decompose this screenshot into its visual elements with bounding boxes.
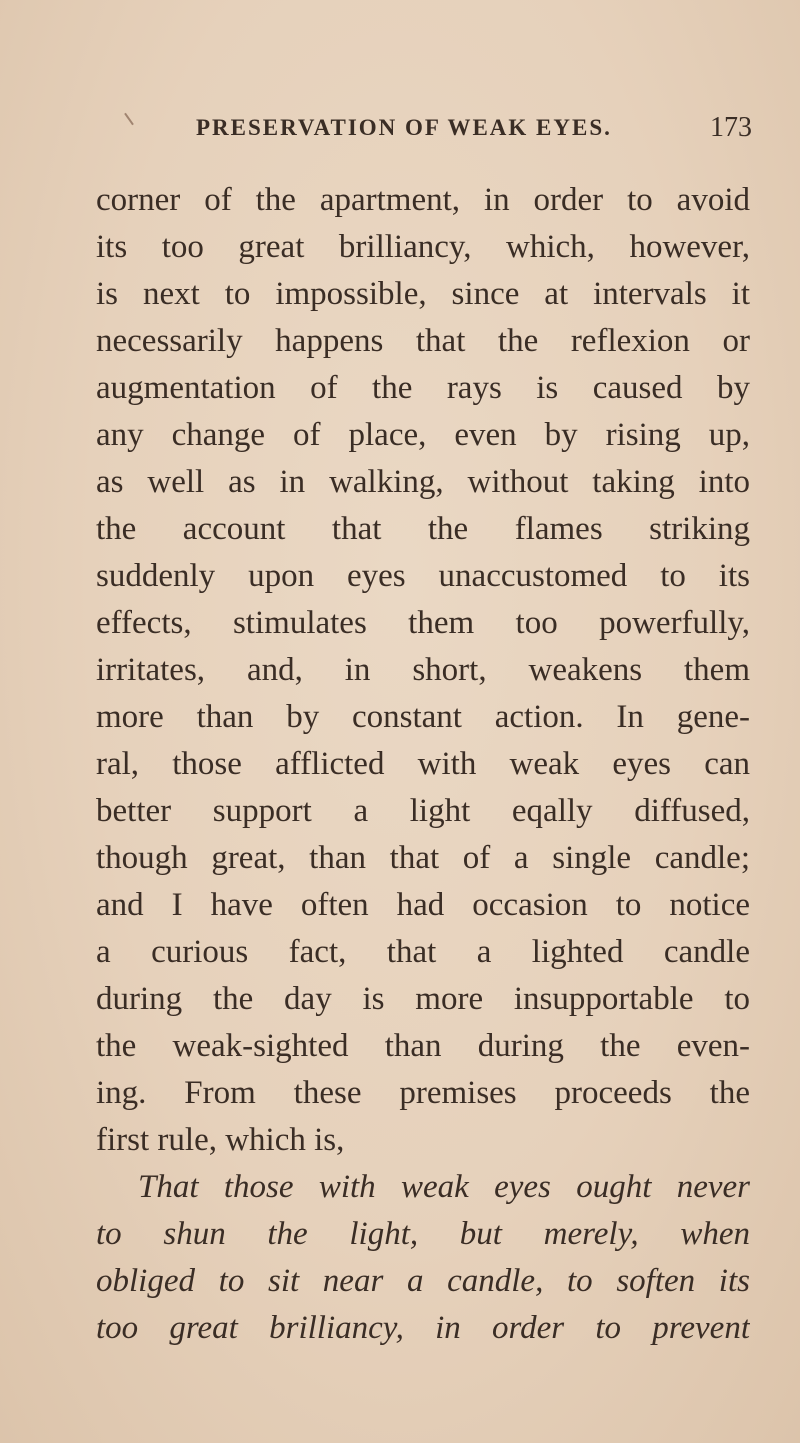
text-line: irritates, and, in short, weakens them	[96, 652, 750, 688]
text-line: any change of place, even by rising up,	[96, 417, 750, 453]
text-line: and I have often had occasion to notice	[96, 887, 750, 923]
text-line: though great, than that of a single candle;	[96, 840, 750, 876]
rule-line: obliged to sit near a candle, to soften its	[96, 1263, 750, 1299]
rule-line: too great brilliancy, in order to prevent	[96, 1310, 750, 1346]
text-line: corner of the apartment, in order to avoid	[96, 182, 750, 218]
text-line: more than by constant action. In gene-	[96, 699, 750, 735]
text-line: a curious fact, that a lighted candle	[96, 934, 750, 970]
text-line: the account that the flames striking	[96, 511, 750, 547]
text-line: effects, stimulates them too powerfully,	[96, 605, 750, 641]
running-title: PRESERVATION OF WEAK EYES.	[196, 115, 612, 140]
rule-line: That those with weak eyes ought never	[138, 1169, 750, 1205]
text-line: better support a light eqally diffused,	[96, 793, 750, 829]
page-number: 173	[710, 112, 752, 143]
rule-line: to shun the light, but merely, when	[96, 1216, 750, 1252]
text-line: ral, those afflicted with weak eyes can	[96, 746, 750, 782]
text-line: during the day is more insupportable to	[96, 981, 750, 1017]
text-line: as well as in walking, without taking into	[96, 464, 750, 500]
running-header	[196, 112, 752, 144]
text-line: its too great brilliancy, which, however,	[96, 229, 750, 265]
page-body	[96, 177, 750, 1352]
text-line: the weak-sighted than during the even-	[96, 1028, 750, 1064]
text-line: first rule, which is,	[96, 1122, 345, 1158]
ink-mark	[124, 113, 134, 126]
text-line: is next to impossible, since at intervals it	[96, 276, 750, 312]
text-line: suddenly upon eyes unaccustomed to its	[96, 558, 750, 594]
text-line: necessarily happens that the reflexion or	[96, 323, 750, 359]
text-line: ing. From these premises proceeds the	[96, 1075, 750, 1111]
text-line: augmentation of the rays is caused by	[96, 370, 750, 406]
